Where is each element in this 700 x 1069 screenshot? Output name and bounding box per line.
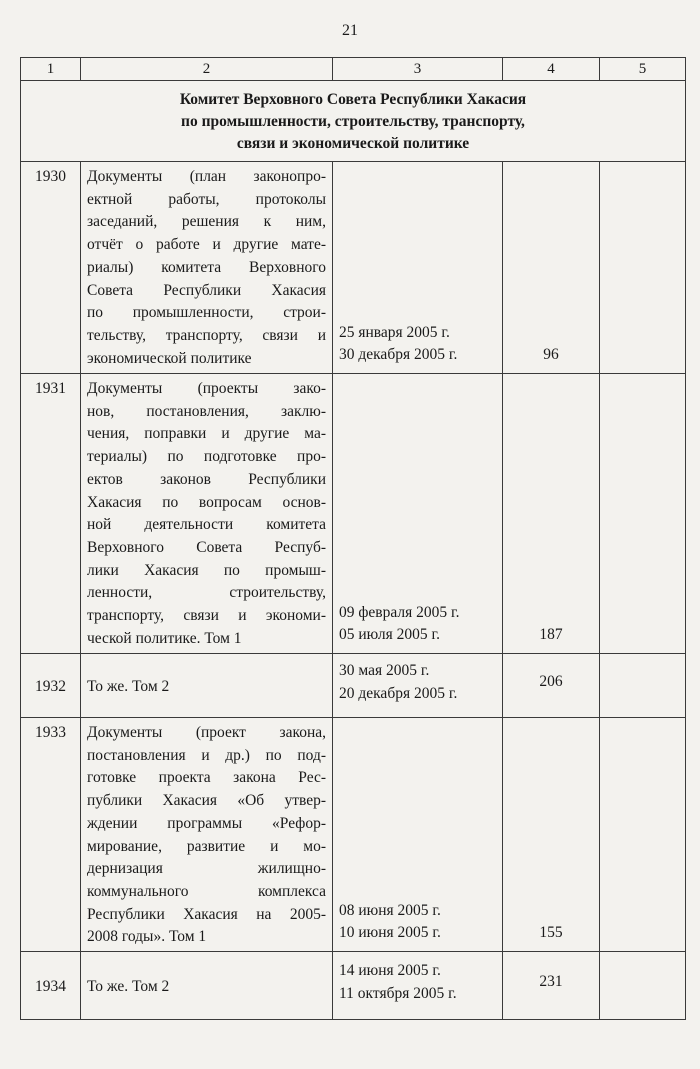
- description-line: готовке проекта закона Рес-: [87, 769, 326, 787]
- item-dates: [333, 654, 503, 718]
- table-row: [21, 654, 686, 718]
- description-line: Документы (проект закона,: [87, 724, 326, 741]
- description-line: Республики Хакасия на 2005-: [87, 905, 326, 923]
- date-end: 20 декабря 2005 г.: [339, 684, 458, 702]
- item-dates: [333, 718, 503, 952]
- table-row: [21, 374, 686, 654]
- description-line: Документы (проекты зако-: [87, 380, 326, 397]
- description-line: чения, поправки и другие ма-: [87, 425, 326, 443]
- description-line: Хакасия по вопросам основ-: [87, 493, 326, 511]
- item-sheet-count: 206: [503, 654, 600, 718]
- column-header: 3: [333, 58, 503, 81]
- description-line: отчёт о работе и другие мате-: [87, 236, 326, 254]
- item-number: 1934: [21, 952, 81, 1020]
- item-description: [81, 374, 333, 654]
- section-row: [21, 81, 686, 162]
- description-line: экономической политике: [87, 349, 252, 367]
- description-line: коммунального комплекса: [87, 882, 326, 900]
- description-line: тельству, транспорту, связи и: [87, 326, 326, 344]
- date-end: 11 октября 2005 г.: [339, 984, 457, 1002]
- description-line: ной деятельности комитета: [87, 516, 326, 534]
- item-dates: [333, 374, 503, 654]
- description-line: Верховного Совета Респуб-: [87, 538, 326, 556]
- archive-inventory-table: [20, 57, 686, 1020]
- section-title-line: связи и экономической политике: [236, 135, 470, 152]
- date-start: 25 января 2005 г.: [339, 323, 450, 341]
- description-line: лики Хакасия по промыш-: [87, 561, 326, 579]
- description-line: мирование, развитие и мо-: [87, 837, 326, 855]
- description-line: по промышленности, строи-: [87, 304, 326, 322]
- table-row: [21, 952, 686, 1020]
- item-number: 1930: [21, 162, 81, 374]
- description-line: То же. Том 2: [87, 978, 170, 996]
- date-end: 10 июня 2005 г.: [339, 924, 441, 942]
- description-line: Совета Республики Хакасия: [87, 281, 326, 299]
- description-line: постановления и др.) по под-: [87, 746, 326, 764]
- item-note: [600, 718, 686, 952]
- item-description: [81, 654, 333, 718]
- date-start: 30 мая 2005 г.: [339, 661, 430, 679]
- description-line: 2008 годы». Том 1: [87, 928, 207, 946]
- date-end: 30 декабря 2005 г.: [339, 346, 458, 364]
- item-description: [81, 162, 333, 374]
- date-start: 14 июня 2005 г.: [339, 961, 441, 979]
- description-line: То же. Том 2: [87, 678, 170, 696]
- item-description: [81, 952, 333, 1020]
- column-header: 2: [81, 58, 333, 81]
- table-row: [21, 162, 686, 374]
- item-number: 1933: [21, 718, 81, 952]
- item-description: [81, 718, 333, 952]
- item-sheet-count: 96: [503, 162, 600, 374]
- item-number: 1931: [21, 374, 81, 654]
- description-line: Документы (план законопро-: [87, 168, 326, 185]
- description-line: ленности, строительству,: [87, 584, 326, 602]
- item-sheet-count: 231: [503, 952, 600, 1020]
- column-header: 1: [21, 58, 81, 81]
- description-line: ческой политике. Том 1: [87, 629, 242, 647]
- item-note: [600, 162, 686, 374]
- column-header: 4: [503, 58, 600, 81]
- description-line: дернизация жилищно-: [87, 860, 326, 878]
- description-line: ждении программы «Рефор-: [87, 814, 326, 832]
- item-number: 1932: [21, 654, 81, 718]
- item-note: [600, 654, 686, 718]
- section-title-line: Комитет Верховного Совета Республики Хакасия: [179, 91, 527, 108]
- table-row: [21, 718, 686, 952]
- item-sheet-count: 187: [503, 374, 600, 654]
- item-note: [600, 952, 686, 1020]
- item-note: [600, 374, 686, 654]
- description-line: заседаний, решения к ним,: [87, 213, 326, 231]
- date-start: 09 февраля 2005 г.: [339, 603, 460, 621]
- column-header: 5: [600, 58, 686, 81]
- description-line: транспорту, связи и экономи-: [87, 607, 326, 625]
- date-end: 05 июля 2005 г.: [339, 626, 440, 644]
- description-line: ектной работы, протоколы: [87, 190, 326, 208]
- date-start: 08 июня 2005 г.: [339, 901, 441, 919]
- description-line: териалы) по подготовке про-: [87, 448, 326, 466]
- item-dates: [333, 162, 503, 374]
- description-line: публики Хакасия «Об утвер-: [87, 792, 326, 810]
- description-line: риалы) комитета Верховного: [87, 258, 326, 276]
- page-number: 21: [342, 22, 358, 39]
- section-title-line: по промышленности, строительству, транспорту,: [181, 113, 525, 130]
- description-line: ектов законов Республики: [87, 470, 326, 488]
- item-sheet-count: 155: [503, 718, 600, 952]
- item-dates: [333, 952, 503, 1020]
- section-title: [21, 81, 686, 162]
- column-number-row: [21, 58, 686, 81]
- description-line: нов, постановления, заклю-: [87, 402, 326, 420]
